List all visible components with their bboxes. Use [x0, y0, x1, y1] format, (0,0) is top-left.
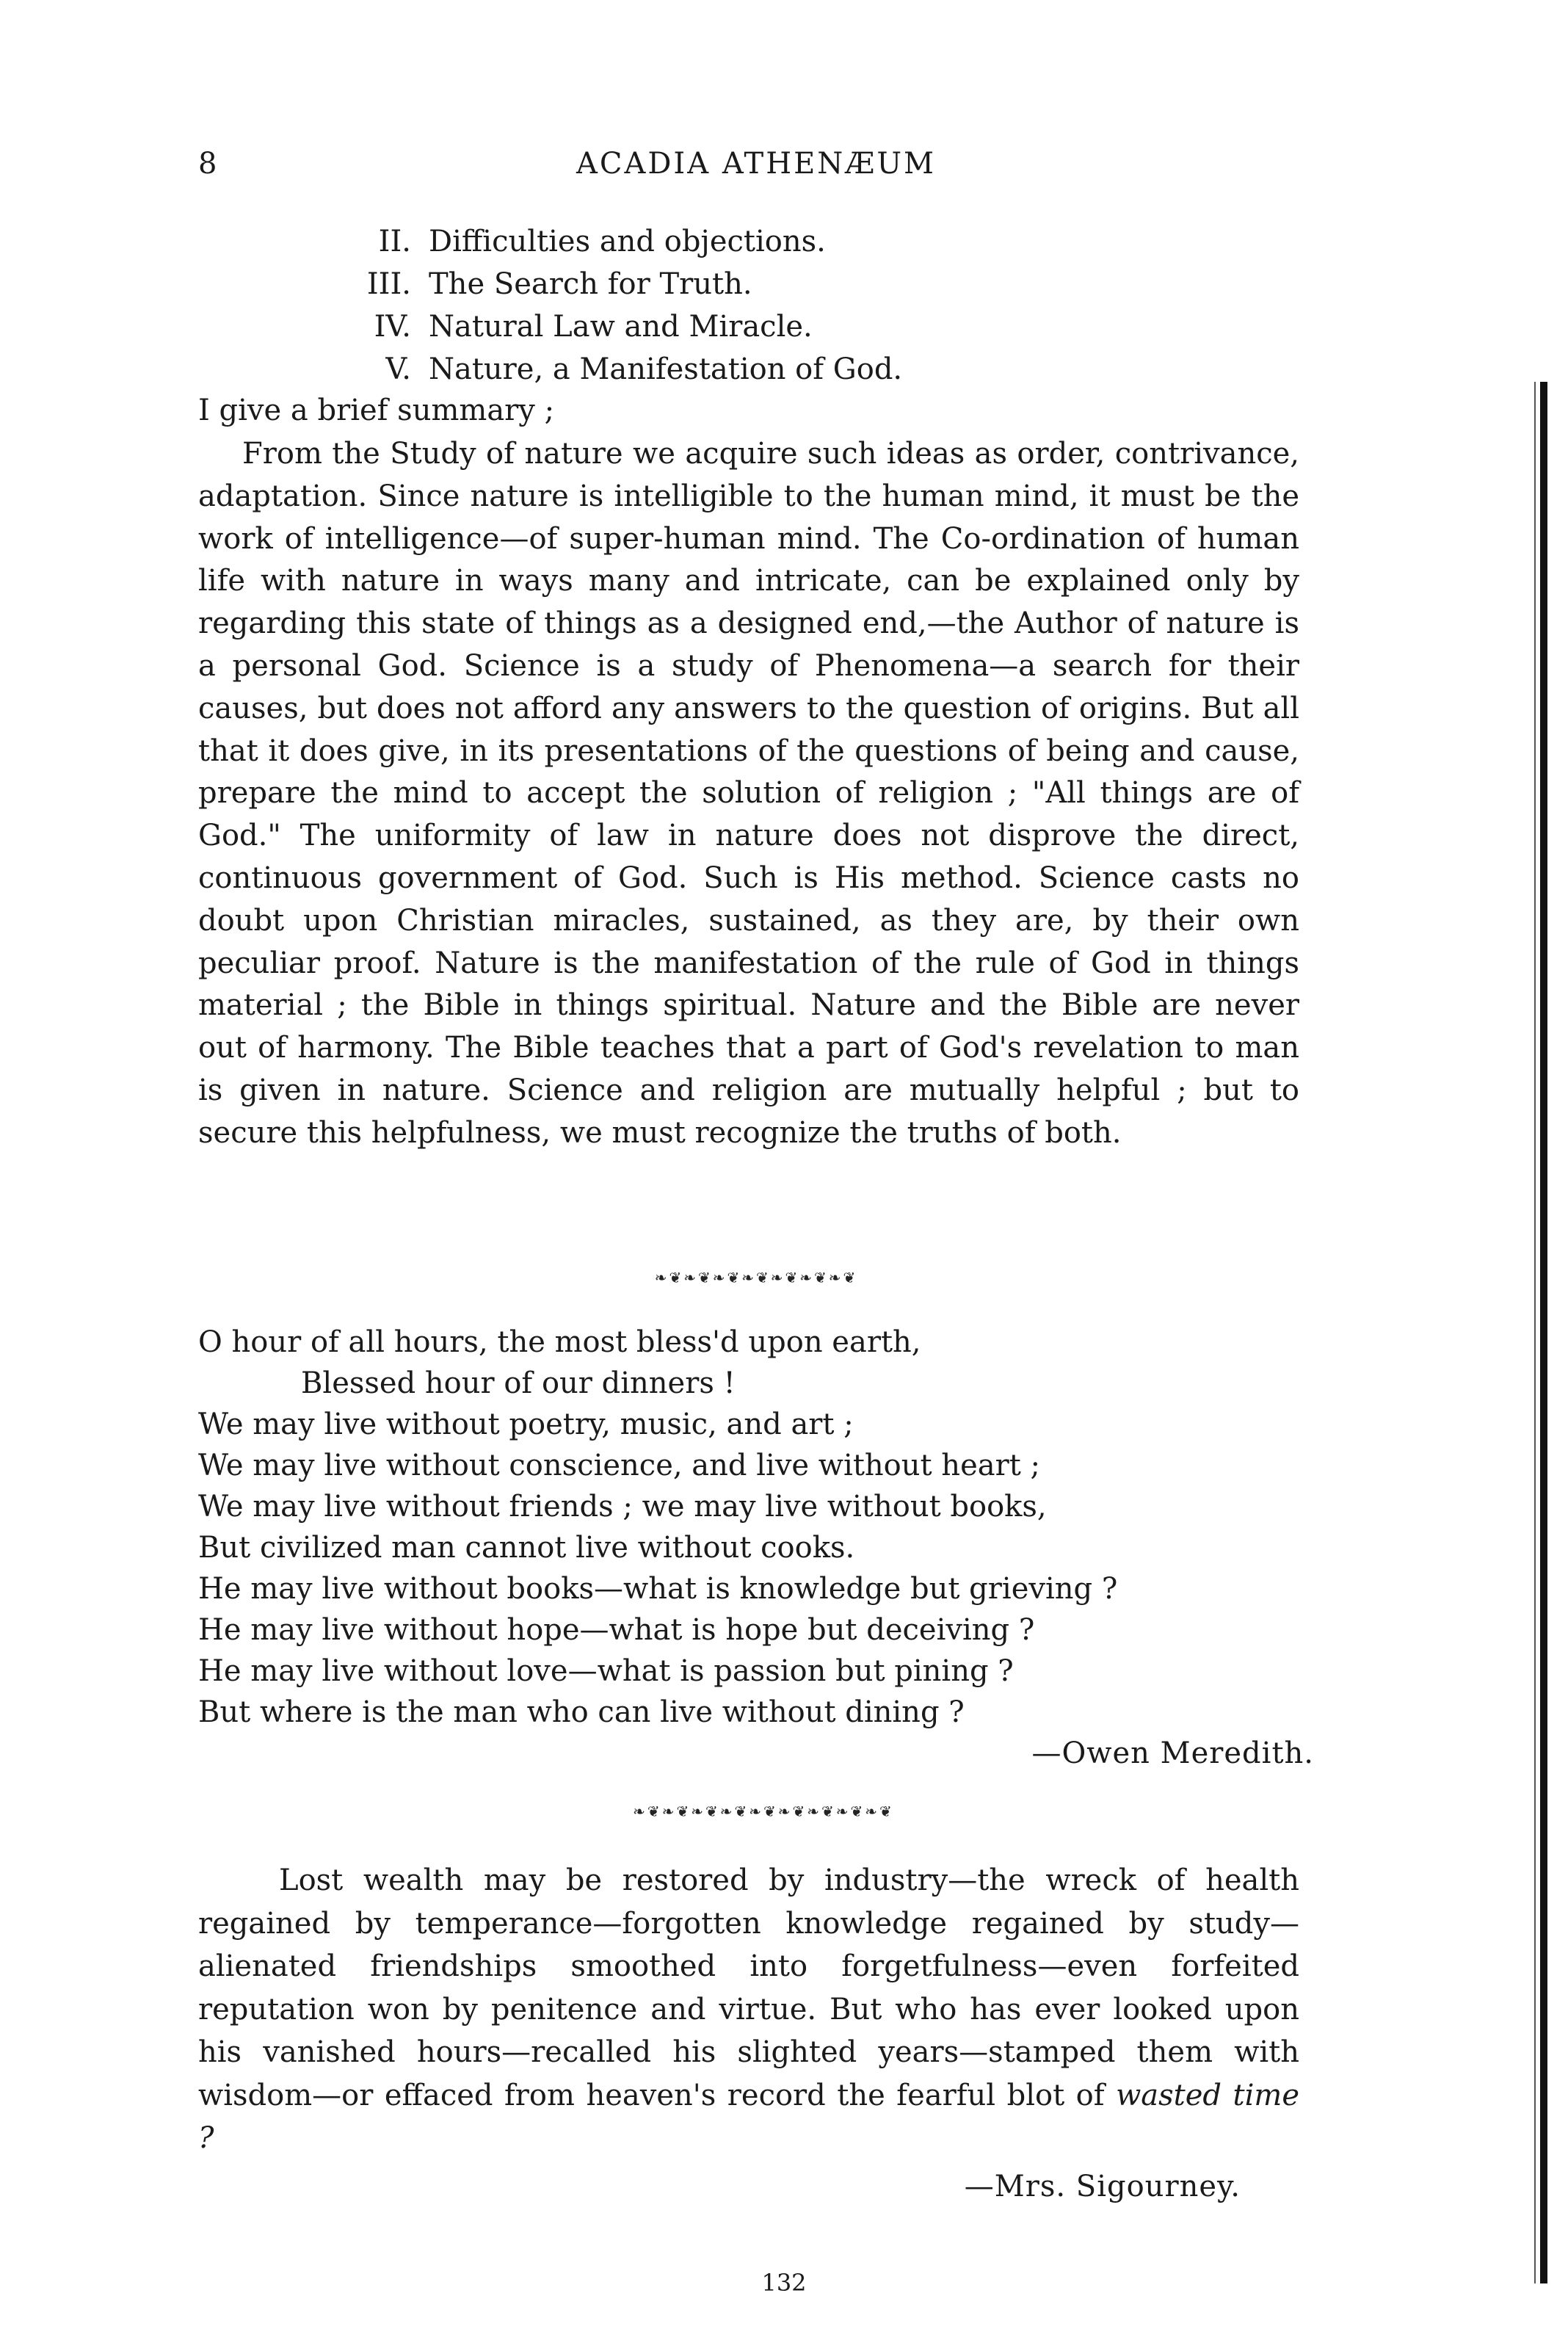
running-title: ACADIA ATHENÆUM: [576, 147, 937, 181]
list-item: [323, 263, 902, 305]
folio-number: 132: [761, 2269, 807, 2297]
list-item: [323, 348, 902, 391]
page-number: 8: [198, 147, 217, 181]
prose-paragraph: [198, 1859, 1299, 2160]
list-item: [323, 305, 902, 348]
list-item-text: Nature, a Manifestation of God.: [429, 352, 903, 386]
binding-edge: [1534, 382, 1536, 2283]
list-item-text: Difficulties and objections.: [429, 225, 826, 258]
poem-line: Blessed hour of our dinners !: [301, 1366, 736, 1400]
poem-line: We may live without poetry, music, and art ;: [198, 1408, 854, 1441]
list-item-number: IV.: [374, 310, 411, 344]
list-item: [323, 220, 902, 263]
prose-attribution: —Mrs. Sigourney.: [964, 2170, 1241, 2203]
prose-italic: wasted time ?: [198, 2078, 1299, 2155]
poem-line: We may live without friends ; we may live without books,: [198, 1490, 1047, 1524]
section-list: [323, 220, 902, 391]
poem-line: We may live without conscience, and live without heart ;: [198, 1449, 1040, 1482]
poem-line: But civilized man cannot live without cooks.: [198, 1531, 855, 1565]
poem-line: But where is the man who can live without dining ?: [198, 1695, 965, 1729]
list-item-text: Natural Law and Miracle.: [429, 310, 813, 344]
ornamental-divider: ❧❦❧❦❧❦❧❦❧❦❧❦❧❦❧❦❧❦: [633, 1803, 894, 1820]
poem-line: O hour of all hours, the most bless'd upon earth,: [198, 1325, 921, 1359]
summary-paragraph: From the Study of nature we acquire such ideas as order, contrivance, adaptation. Since nature is intelligible to the human mind, it must be the work of intelligence—of super-human mind. The Co-ordination of human life with nature in ways many and intricate, can be explained only by regarding this state of things as a designed end,—the Author of nature is a personal God. Science is a study of Phenomena—a search for their causes, but does not afford any answers to the question of origins. But all that it does give, in its presentations of the questions of being and cause, prepare the mind to accept the solution of religion ; "All things are of God." The uniformity of law in nature does not disprove the direct, continuous government of God. Such is His method. Science casts no doubt upon Christian miracles, sustained, as they are, by their own peculiar proof. Nature is the manifestation of the rule of God in things material ; the Bible in things spiritual. Nature and the Bible are never out of harmony. The Bible teaches that a part of God's revelation to man is given in nature. Science and religion are mutually helpful ; but to secure this helpfulness, we must recognize the truths of both.: [198, 437, 1299, 1150]
poem-line: He may live without books—what is knowledge but grieving ?: [198, 1572, 1118, 1606]
list-item-number: III.: [366, 267, 411, 301]
poem: [198, 1322, 1314, 1733]
list-item-number: II.: [378, 225, 411, 258]
running-header: [198, 147, 1314, 191]
list-item-number: V.: [385, 352, 411, 386]
poem-line: He may live without love—what is passion but pining ?: [198, 1654, 1014, 1688]
list-item-text: The Search for Truth.: [429, 267, 752, 301]
ornamental-divider: ❧❦❧❦❧❦❧❦❧❦❧❦❧❦: [654, 1269, 858, 1286]
prose-text: Lost wealth may be restored by industry—the wreck of health regained by temperance—forgotten knowledge regained by study—alienated friendships smoothed into forgetfulness—even forfeited reputation won by penitence and virtue. But who has ever looked upon his vanished hours—recalled his slighted years—stamped them with wisdom—or effaced from heaven's record the fearful blot of: [198, 1863, 1299, 2112]
summary-intro: I give a brief summary ;: [198, 394, 555, 427]
binding-edge-shadow: [1540, 382, 1547, 2283]
poem-line: He may live without hope—what is hope but deceiving ?: [198, 1613, 1035, 1647]
poem-attribution: —Owen Meredith.: [1031, 1736, 1314, 1770]
